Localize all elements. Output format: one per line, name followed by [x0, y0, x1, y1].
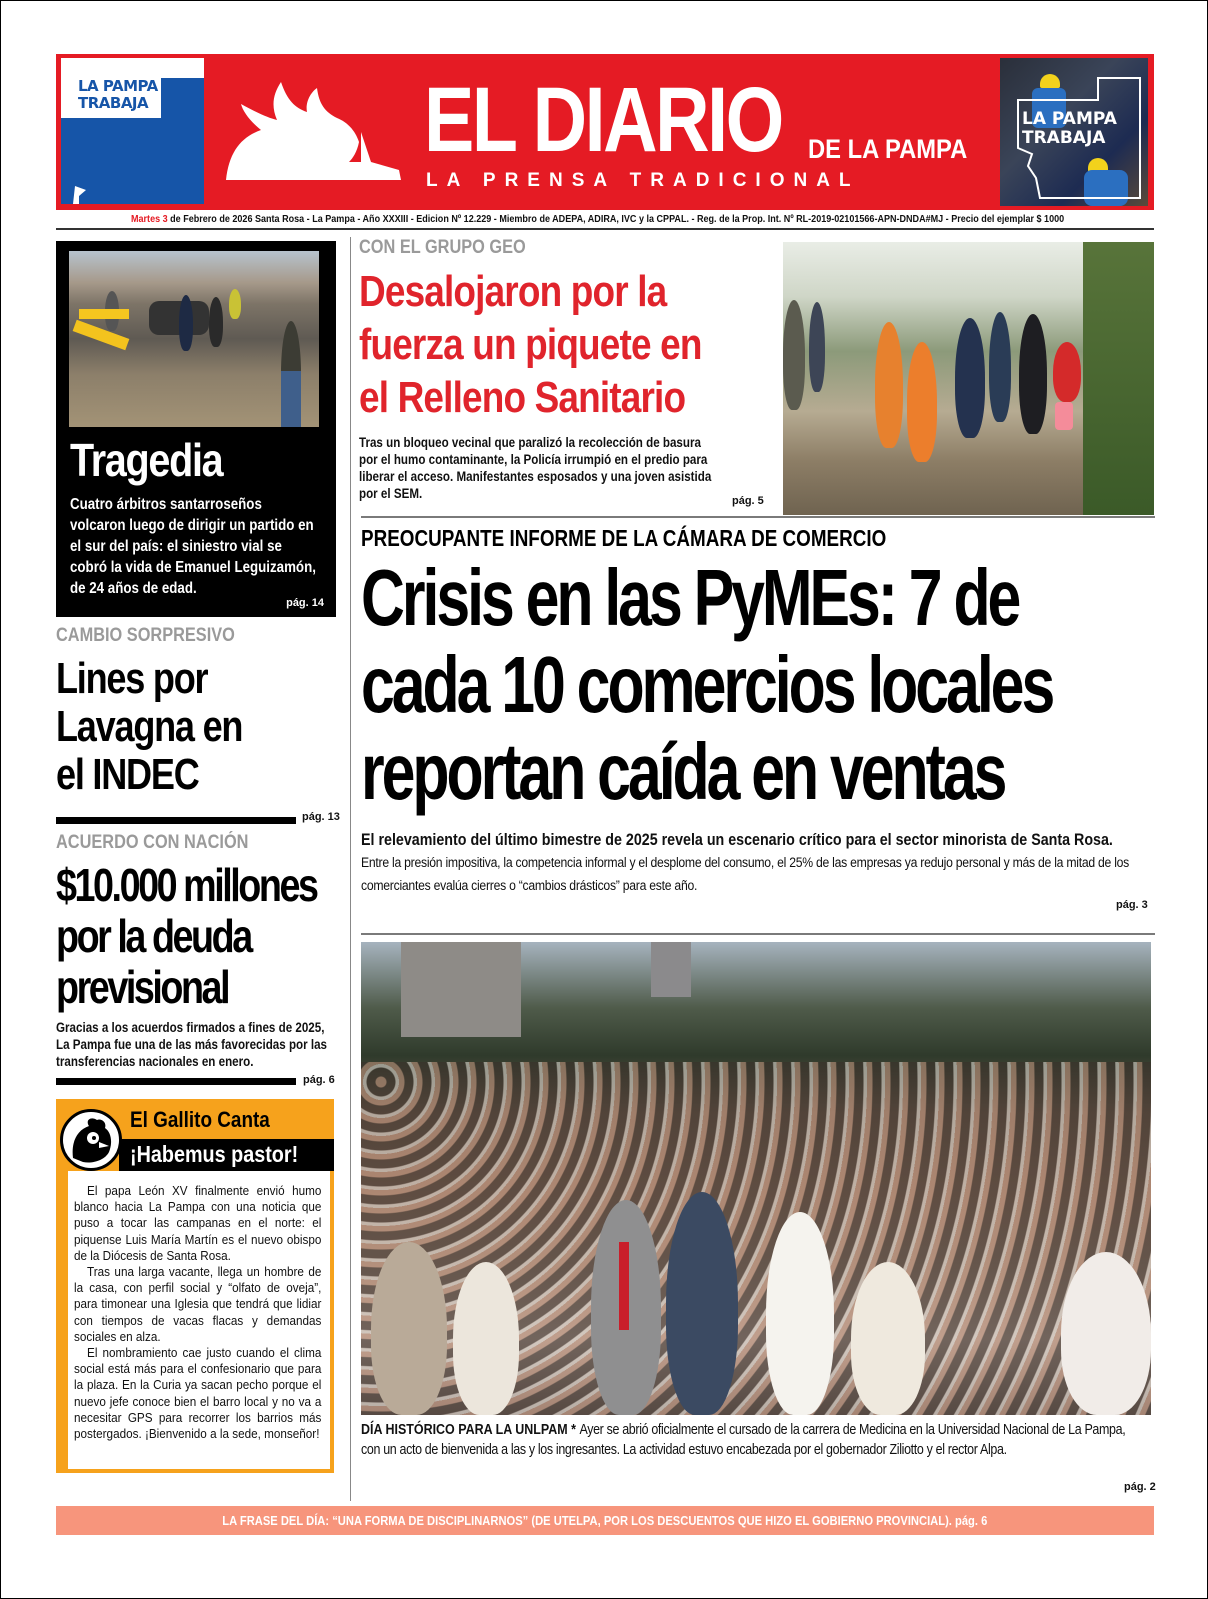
pymes-deck-body: Entre la presión impositiva, la competencia informal y el desplome del consumo, el 25% de las empresas ya redujo personal y más de la mitad de los comerciantes evalúa cierres o “cambios drásticos” para este año. — [361, 855, 1130, 894]
person — [453, 1262, 519, 1415]
section-rule — [56, 817, 296, 824]
pymes-page-ref[interactable]: pág. 3 — [1116, 899, 1148, 911]
la-pampa-trabaja-badge-right[interactable] — [1000, 58, 1148, 206]
masthead — [56, 54, 1154, 210]
headline-line: el Relleno Sanitario — [359, 373, 686, 422]
lines-page-ref[interactable]: pág. 13 — [302, 811, 340, 823]
column-title[interactable]: ¡Habemus pastor! — [130, 1141, 299, 1167]
red-tie — [619, 1242, 629, 1330]
geo-kicker: CON EL GRUPO GEO — [359, 237, 526, 258]
pymes-kicker: PREOCUPANTE INFORME DE LA CÁMARA DE COMERCIO — [361, 525, 887, 551]
unlpam-caption — [361, 1420, 1139, 1460]
geo-headline[interactable] — [359, 265, 737, 424]
newspaper-region: DE LA PAMPA — [808, 134, 968, 164]
person — [666, 1192, 738, 1415]
headline-line: reportan caída en ventas — [361, 727, 1005, 816]
column-section-name: El Gallito Canta — [130, 1107, 270, 1132]
millones-page-ref[interactable]: pág. 6 — [303, 1074, 335, 1086]
headline-line: el INDEC — [56, 750, 199, 799]
section-rule — [361, 516, 1155, 518]
caption-body: Ayer se abrió oficialmente el cursado de la carrera de Medicina en la Universidad Nacional de La Pampa, con un acto de bienvenida a las y los ingresantes. La actividad estuvo encabezada por el gobernador Ziliotto y el rector Alpa. — [361, 1422, 1126, 1458]
edition-details: Santa Rosa - La Pampa - Año XXXIII - Edicion Nº 12.229 - Miembro de ADEPA, ADIRA, IVC y la CPPAL. - Reg. de la Prop. Int. Nº RL-2019-02101566-APN-DNDA#MJ - Precio del ejemplar $ 1000 — [254, 213, 1065, 225]
column-paragraph: El papa León XV finalmente envió humo blanco hacia La Pampa con una noticia que puso a tocar las campanas en el norte: el piquense Luis María Martín es el nuevo obispo de la Diócesis de Santa Rosa. — [74, 1184, 322, 1263]
newspaper-tagline: LA PRENSA TRADICIONAL — [426, 170, 860, 191]
headline-line: Desalojaron por la — [359, 267, 667, 316]
pymes-deck-bold: El relevamiento del último bimestre de 2025 revela un escenario crítico para el sector minorista de Santa Rosa. — [361, 830, 1113, 849]
person — [371, 1242, 447, 1415]
pymes-headline[interactable] — [361, 554, 1136, 815]
tragedia-deck: Cuatro árbitros santarroseños volcaron luego de dirigir un partido en el sur del país: el siniestro vial se cobró la vida de Emanuel Leguizamón, de 24 años de edad. — [70, 496, 316, 597]
column-text — [74, 1183, 321, 1442]
badge-line-1: LA PAMPA — [1022, 109, 1117, 129]
headline-line: previsional — [56, 961, 229, 1013]
headline-line: fuerza un piquete en — [359, 320, 702, 369]
section-rule — [56, 1078, 296, 1085]
millones-headline[interactable] — [56, 860, 351, 1013]
building — [651, 942, 691, 997]
unlpam-ceremony-photo[interactable] — [361, 942, 1151, 1415]
headline-line: cada 10 comercios locales — [361, 640, 1053, 729]
edition-info-bar — [131, 213, 1065, 225]
pymes-deck — [361, 829, 1135, 897]
headline-line: por la deuda — [56, 910, 251, 962]
headline-line: Lines por — [56, 654, 208, 703]
rooster-badge-icon — [60, 1109, 122, 1171]
story-tragedia[interactable] — [56, 241, 336, 617]
frase-text: LA FRASE DEL DÍA: “UNA FORMA DE DISCIPLINARNOS” (DE UTELPA, POR LOS DESCUENTOS QUE HIZO EL GOBIERNO PROVINCIAL). pág. 6 — [222, 1513, 988, 1528]
edition-day: Martes 3 — [131, 213, 168, 225]
building — [401, 942, 521, 1037]
frase-del-dia-banner[interactable] — [56, 1506, 1154, 1535]
badge-line-1: LA PAMPA — [78, 77, 158, 95]
story-lines-indec[interactable] — [56, 625, 336, 799]
caption-bold: DÍA HISTÓRICO PARA LA UNLPAM * — [361, 1422, 576, 1438]
headline-line: $10.000 millones — [56, 859, 317, 911]
millones-deck: Gracias a los acuerdos firmados a fines de 2025, La Pampa fue una de las más favorecidas por las transferencias nacionales en enero. — [56, 1020, 328, 1069]
geo-page-ref[interactable]: pág. 5 — [732, 495, 764, 507]
section-rule — [361, 933, 1155, 935]
tragedia-headline[interactable]: Tragedia — [70, 434, 223, 486]
column-paragraph: Tras una larga vacante, llega un hombre de la casa, con perfil social y “olfato de oveja”, para timonear una Iglesia que tendrá que lidiar con tiempos de vacas flacas y demandas sociales en alza. — [74, 1265, 322, 1344]
geo-deck: Tras un bloqueo vecinal que paralizó la recolección de basura por el humo contaminante, la Policía irrumpió en el predio para liberar el acceso. Manifestantes esposados y una joven asistida por el SEM. — [359, 435, 712, 501]
piquete-photo[interactable] — [783, 242, 1154, 515]
accident-photo[interactable] — [69, 251, 319, 427]
millones-kicker: ACUERDO CON NACIÓN — [56, 832, 249, 853]
headline-line: Lavagna en — [56, 702, 243, 751]
headline-line: Crisis en las PyMEs: 7 de — [361, 553, 1019, 642]
lines-headline[interactable] — [56, 655, 335, 799]
column-el-gallito-canta[interactable] — [56, 1099, 334, 1473]
story-relleno-sanitario[interactable] — [359, 237, 759, 502]
lines-kicker: CAMBIO SORPRESIVO — [56, 625, 235, 646]
story-crisis-pymes[interactable] — [361, 525, 1151, 894]
tragedia-page-ref[interactable]: pág. 14 — [286, 597, 324, 609]
person — [1061, 1252, 1151, 1415]
person — [851, 1262, 925, 1415]
newspaper-title[interactable]: EL DIARIO — [424, 69, 782, 171]
header-divider — [56, 228, 1154, 230]
person — [766, 1212, 834, 1415]
rooster-logo-icon — [221, 82, 401, 182]
column-paragraph: El nombramiento cae justo cuando el clima social está más para el confesionario que para la plaza. En la Curia ya sacan pecho porque el nuevo jefe conoce bien el barro local y no va a necesitar GPS para recorrer los barrios más postergados. ¡Bienvenido a la sede, monseñor! — [74, 1346, 322, 1442]
badge-line-2: TRABAJA — [78, 94, 149, 112]
unlpam-page-ref[interactable]: pág. 2 — [1124, 1481, 1156, 1493]
badge-line-2: TRABAJA — [1022, 128, 1106, 148]
story-deuda-previsional[interactable] — [56, 832, 336, 1070]
la-pampa-trabaja-badge-left[interactable] — [61, 58, 204, 204]
edition-date: de Febrero de 2026 — [170, 213, 253, 225]
